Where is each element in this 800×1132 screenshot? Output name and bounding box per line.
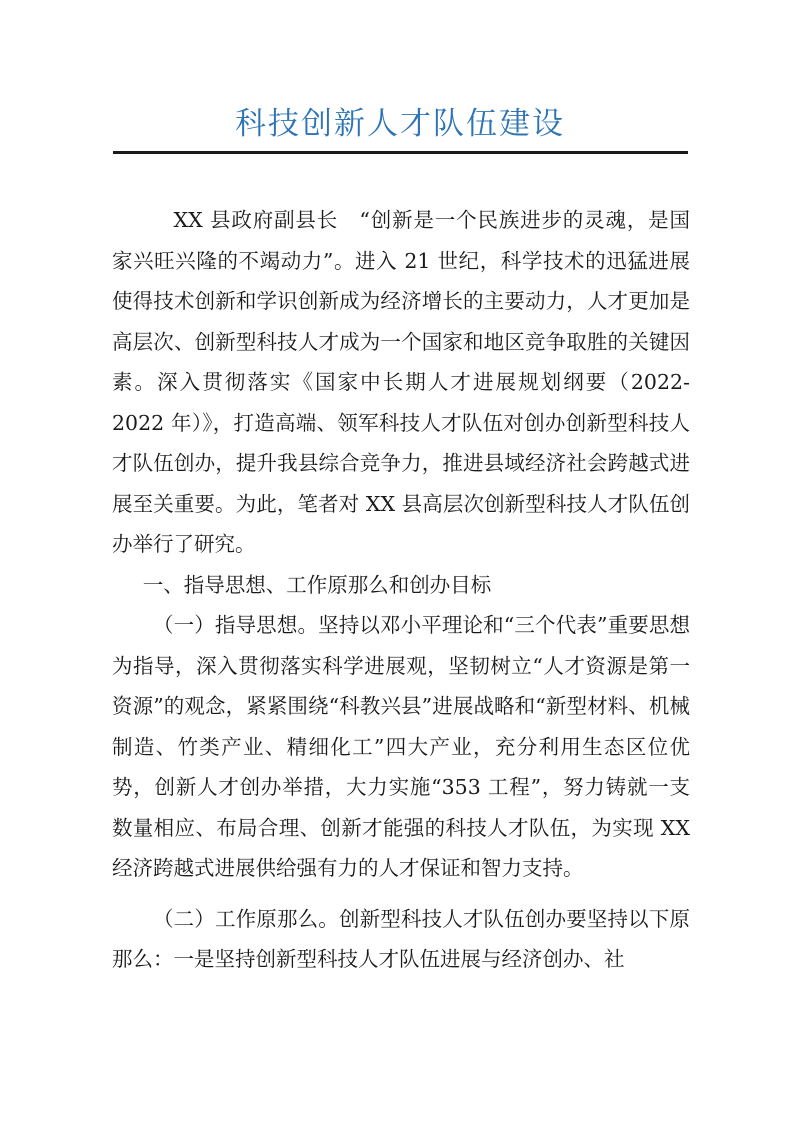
document-title: 科技创新人才队伍建设 [235,106,565,142]
title-underline [113,151,688,154]
paragraph-guiding-ideology: （一）指导思想。坚持以邓小平理论和“三个代表”重要思想为指导，深入贯彻落实科学进展观，坚韧树立“人才资源是第一资源”的观念，紧紧围绕“科教兴县”进展战略和“新型材料、机械制造、竹类产业、精细化工”四大产业，充分利用生态区位优势，创新人才创办举措，大力实施“353 工程”，努力铸就一支数量相应、布局合理、创新才能强的科技人才队伍，为实现 XX 经济跨越式进展供给强有力的人才保证和智力支持。 [112,613,690,880]
paragraph-intro: XX 县政府副县长 “创新是一个民族进步的灵魂，是国家兴旺兴隆的不竭动力”。进入 21 世纪，科学技术的迅猛进展使得技术创新和学识创新成为经济增长的主要动力，人才更加是高层次、创新型科技人才成为一个国家和地区竞争取胜的关键因素。深入贯彻落实《国家中长期人才进展规划纲要（2022-2022 年）》，打造高端、领军科技人才队伍对创办创新型科技人才队伍创办，提升我县综合竞争力，推进县域经济社会跨越式进展至关重要。为此，笔者对 XX 县高层次创新型科技人才队伍创办举行了研究。 [112,208,690,556]
paragraph-working-principles: （二）工作原那么。创新型科技人才队伍创办要坚持以下原那么：一是坚持创新型科技人才队伍进展与经济创办、社 [112,906,690,971]
document-body [112,200,690,980]
section-heading: 一、指导思想、工作原那么和创办目标 [142,572,492,597]
